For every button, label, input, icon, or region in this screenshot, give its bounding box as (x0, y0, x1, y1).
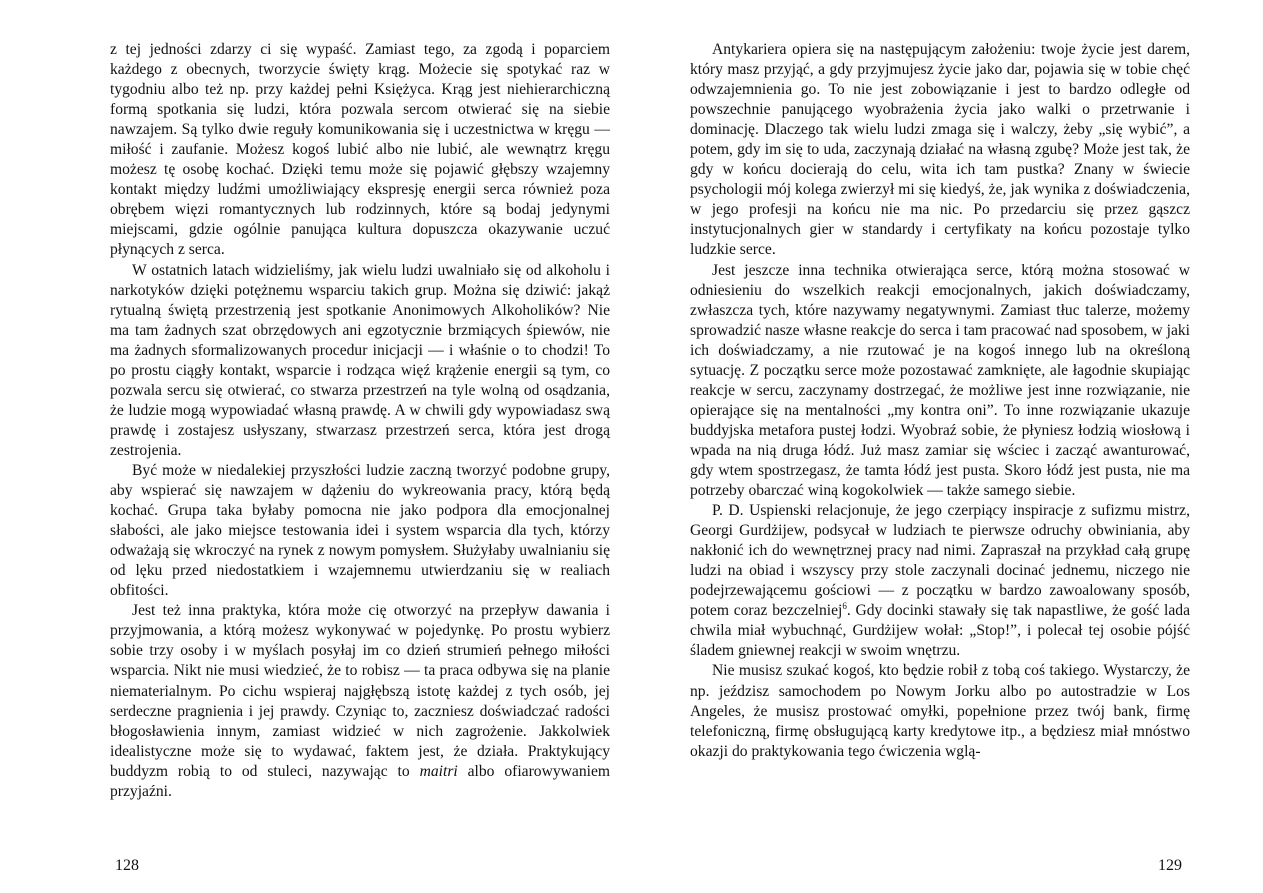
paragraph-text: albo ofiarowywaniem przyjaźni. (110, 762, 611, 800)
italic-term: maitri (419, 762, 458, 780)
paragraph-text: . Gdy docinki stawały się tak napastliwe, że gość lada chwila miał wybuchnąć, Gurdżijew wołał: „Stop!”, i polecał tej osobie pójść śladem gniewnej reakcji w swoim wnętrzu. (690, 602, 1190, 660)
paragraph (690, 501, 1190, 661)
footnote-marker: 6 (842, 601, 847, 612)
paragraph-text: Jest też inna praktyka, która może cię otworzyć na przepływ dawania i przyjmowania, a którą możesz wykonywać w pojedynkę. Po prostu wybierz sobie trzy osoby i w myślach posyłaj im co dzień strumień pełnego miłości wsparcia. Nikt nie musi wiedzieć, że to robisz — ta praca odbywa się na planie niematerialnym. Po cichu wspieraj najgłębszą istotę każdej z tych osób, jej serdeczne pragnienia i jej prawdy. Czyniąc to, zaczniesz doświadczać radości błogosławienia innym, zamiast widzieć w nich zagrożenie. Jakkolwiek idealistyczne może się to wydawać, faktem jest, że działa. Praktykujący buddyzm robią to od stuleci, nazywając to (110, 602, 610, 780)
page-number: 129 (1158, 857, 1182, 874)
paragraph: Antykariera opiera się na następującym założeniu: twoje życie jest darem, który masz przyjąć, a gdy przyjmujesz życie jako dar, pojawia się w tobie chęć odwzajemnienia go. To nie jest zobowiązanie i jest to bardzo odległe od powszechnie panującego wyobrażenia życia jako walki o przetrwanie i dominację. Dlaczego tak wielu ludzi zmaga się i walczy, żeby „się wybić”, a potem, gdy im się to uda, zaczynają działać na własną zgubę? Może jest tak, że gdy w końcu docierają do celu, wita ich tam pustka? Znany w świecie psychologii mój kolega zwierzył mi się kiedyś, że, jak wynika z doświadczenia, w jego profesji na końcu nie ma nic. Po przedarciu się przez gąszcz instytucjonalnych gier w standardy i certyfikaty na końcu pozostaje tylko ludzkie serce. (690, 41, 1190, 259)
left-page (110, 40, 610, 802)
page-number: 128 (115, 857, 139, 874)
paragraph: z tej jedności zdarzy ci się wypaść. Zamiast tego, za zgodą i poparciem każdego z obecnych, tworzycie święty krąg. Możecie się spotykać raz w tygodniu albo też np. przy każdej pełni Księżyca. Krąg jest niehierarchiczną formą spotkania się ludzi, która pozwala sercom otwierać się na siebie nawzajem. Są tylko dwie reguły komunikowania się i uczestnictwa w kręgu — miłość i zaufanie. Możesz kogoś lubić albo nie lubić, ale wewnątrz kręgu możesz tę osobę kochać. Dzięki temu może się pojawić głębszy wzajemny kontakt między ludźmi umożliwiający ekspresję energii serca również poza obrębem więzi romantycznych lub rodzinnych, które są bodaj jedynymi miejscami, gdzie ogólnie panująca kultura dopuszcza okazywanie uczuć płynących z serca. (110, 41, 610, 259)
paragraph: W ostatnich latach widzieliśmy, jak wielu ludzi uwalniało się od alkoholu i narkotyków dzięki potężnemu wsparciu takich grup. Można się dziwić: jakąż rytualną świętą przestrzenią jest spotkanie Anonimowych Alkoholików? Nie ma tam żadnych szat obrzędowych ani egzotycznie brzmiących śpiewów, nie ma żadnych sformalizowanych procedur inicjacji — i właśnie o to chodzi! To po prostu ciągły kontakt, wsparcie i rodząca więź krążenie energii są tym, co pozwala sercu się otwierać, co stwarza przestrzeń na tyle wolną od osądzania, że ludzie mogą wypowiadać własną prawdę. A w chwili gdy wypowiadasz swą prawdę i zostajesz usłyszany, stwarzasz przestrzeń serca, która jest drogą zestrojenia. (110, 261, 610, 459)
paragraph: Być może w niedalekiej przyszłości ludzie zaczną tworzyć podobne grupy, aby wspierać się nawzajem w dążeniu do wykreowania pracy, którą będą kochać. Grupa taka byłaby pomocna nie jako podpora dla emocjonalnej słabości, ale jako miejsce testowania idei i system wsparcia dla tych, którzy odważają się wkroczyć na rynek z nowym pomysłem. Służyłaby uwalnianiu się od lęku przed niedostatkiem i wzajemnemu utwierdzaniu się w realiach obfitości. (110, 461, 610, 600)
paragraph-text: P. D. Uspienski relacjonuje, że jego czerpiący inspiracje z sufizmu mistrz, Georgi Gurdżijew, podsycał w ludziach te pierwsze odruchy obwiniania, aby nakłonić ich do wewnętrznej pracy nad nimi. Zapraszał na przykład całą grupę ludzi na obiad i wszyscy przy stole zaczynali docinać jednemu, niczego nie podejrzewającemu gościowi — z początku w bardzo zawoalowany sposób, potem coraz bezczelniej (690, 502, 1190, 620)
paragraph (110, 601, 610, 801)
right-page (690, 40, 1190, 762)
paragraph: Nie musisz szukać kogoś, kto będzie robił z tobą coś takiego. Wystarczy, że np. jeździsz samochodem po Nowym Jorku albo po autostradzie w Los Angeles, że musisz prostować omyłki, popełnione przez twój bank, firmę telefoniczną, firmę obsługującą karty kredytowe itp., a będziesz miał mnóstwo okazji do praktykowania tego ćwiczenia wglą- (690, 662, 1190, 760)
paragraph: Jest jeszcze inna technika otwierająca serce, którą można stosować w odniesieniu do wszelkich reakcji emocjonalnych, jakich doświadczamy, zwłaszcza tych, które nazywamy negatywnymi. Zamiast tłuc talerze, możemy sprowadzić nasze własne reakcje do serca i tam pracować nad sposobem, w jaki ich doświadczamy, a nie rzutować je na kogoś innego lub na określoną sytuację. Z początku serce może pozostawać zamknięte, ale łagodnie skupiając reakcje w sercu, zaczynamy dostrzegać, że możliwe jest inne rozwiązanie, nie opierające się na mentalności „my kontra oni”. To inne rozwiązanie ukazuje buddyjska metafora pustej łodzi. Wyobraź sobie, że płyniesz łodzią wiosłową i wpada na nią druga łódź. Już masz zamiar się wściec i zacząć awanturować, gdy wtem spostrzegasz, że tamta łódź jest pusta. Skoro łódź jest pusta, nie ma potrzeby obarczać winą kogokolwiek — także samego siebie. (690, 261, 1190, 500)
